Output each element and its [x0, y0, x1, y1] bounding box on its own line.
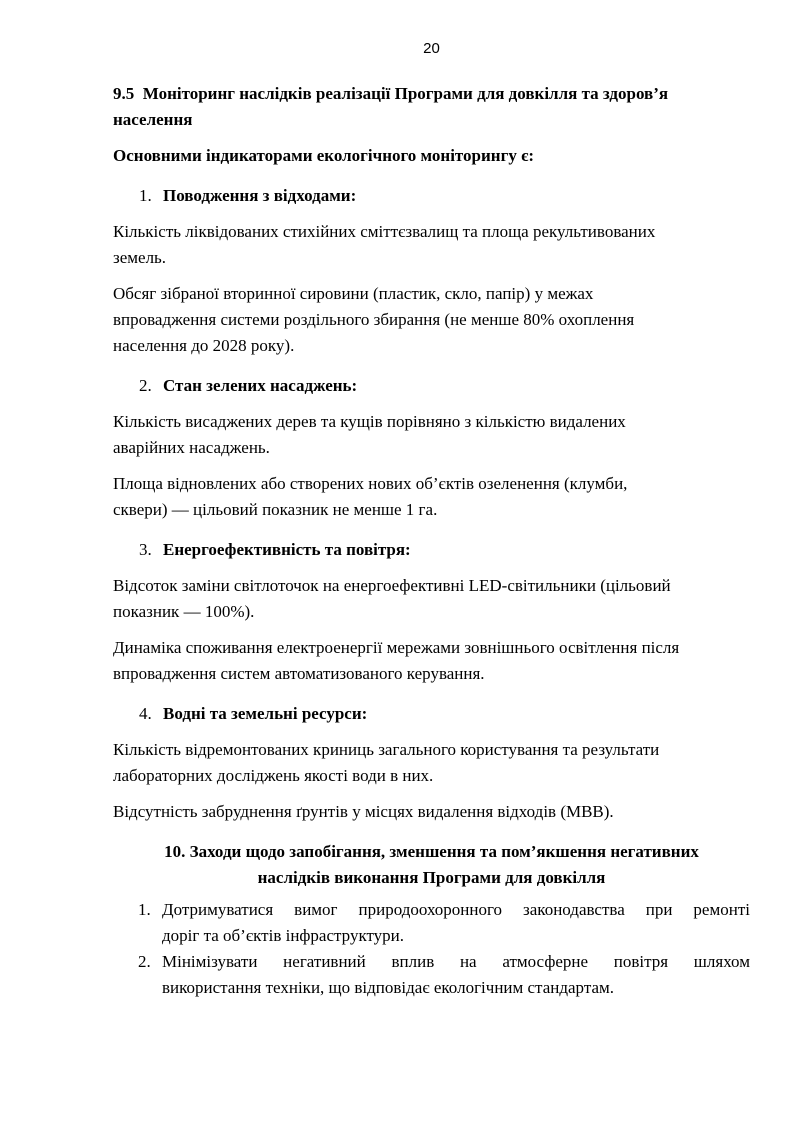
indicator-heading-4: [113, 701, 750, 727]
measure-item-1: [113, 897, 750, 949]
paragraph: Кількість відремонтованих криниць загального користування та результати лабораторних досліджень якості води в них.: [113, 740, 660, 785]
paragraph: Площа відновлених або створених нових об’єктів озеленення (клумби, сквери) — цільовий показник не менше 1 га.: [113, 474, 628, 519]
paragraph: Кількість ліквідованих стихійних сміттєзвалищ та площа рекультивованих земель.: [113, 222, 656, 267]
paragraph: Кількість висаджених дерев та кущів порівняно з кількістю видалених аварійних насаджень.: [113, 412, 626, 457]
paragraph: Обсяг зібраної вторинної сировини (пластик, скло, папір) у межах впровадження системи роздільного збирання (не менше 80% охоплення населення до 2028 року).: [113, 284, 635, 355]
measures-list: [113, 897, 750, 1001]
indicator-label: Поводження з відходами:: [163, 186, 357, 205]
indicator-label: Стан зелених насаджень:: [163, 376, 358, 395]
measure-number: 2.: [138, 952, 151, 971]
indicator-heading-3: [113, 537, 750, 563]
indicator-number: 1.: [139, 186, 152, 205]
paragraph: Динаміка споживання електроенергії мережами зовнішнього освітлення після впровадження систем автоматизованого керування.: [113, 638, 680, 683]
paragraph: Відсутність забруднення ґрунтів у місцях видалення відходів (МВВ).: [113, 802, 614, 821]
indicator-heading-2: [113, 373, 750, 399]
section-heading-9-5: 9.5 Моніторинг наслідків реалізації Програми для довкілля та здоров’я населення: [113, 84, 669, 129]
measure-item-2: [113, 949, 750, 1001]
page-number: 20: [423, 40, 440, 57]
intro-paragraph: Основними індикаторами екологічного моніторингу є:: [113, 146, 535, 165]
measure-text: Мінімізувати негативний вплив на атмосферне повітря шляхом використання техніки, що відповідає екологічним стандартам.: [162, 952, 750, 997]
indicator-number: 4.: [139, 704, 152, 723]
indicator-heading-1: [113, 183, 750, 209]
section-heading-10: 10. Заходи щодо запобігання, зменшення та пом’якшення негативних наслідків виконання Програми для довкілля: [164, 842, 699, 887]
indicator-number: 3.: [139, 540, 152, 559]
indicator-label: Енергоефективність та повітря:: [163, 540, 411, 559]
measure-text: Дотримуватися вимог природоохоронного законодавства при ремонті доріг та об’єктів інфраструктури.: [162, 900, 750, 945]
indicator-label: Водні та земельні ресурси:: [163, 704, 368, 723]
paragraph: Відсоток заміни світлоточок на енергоефективні LED-світильники (цільовий показник — 100%).: [113, 576, 671, 621]
indicator-number: 2.: [139, 376, 152, 395]
measure-number: 1.: [138, 900, 151, 919]
